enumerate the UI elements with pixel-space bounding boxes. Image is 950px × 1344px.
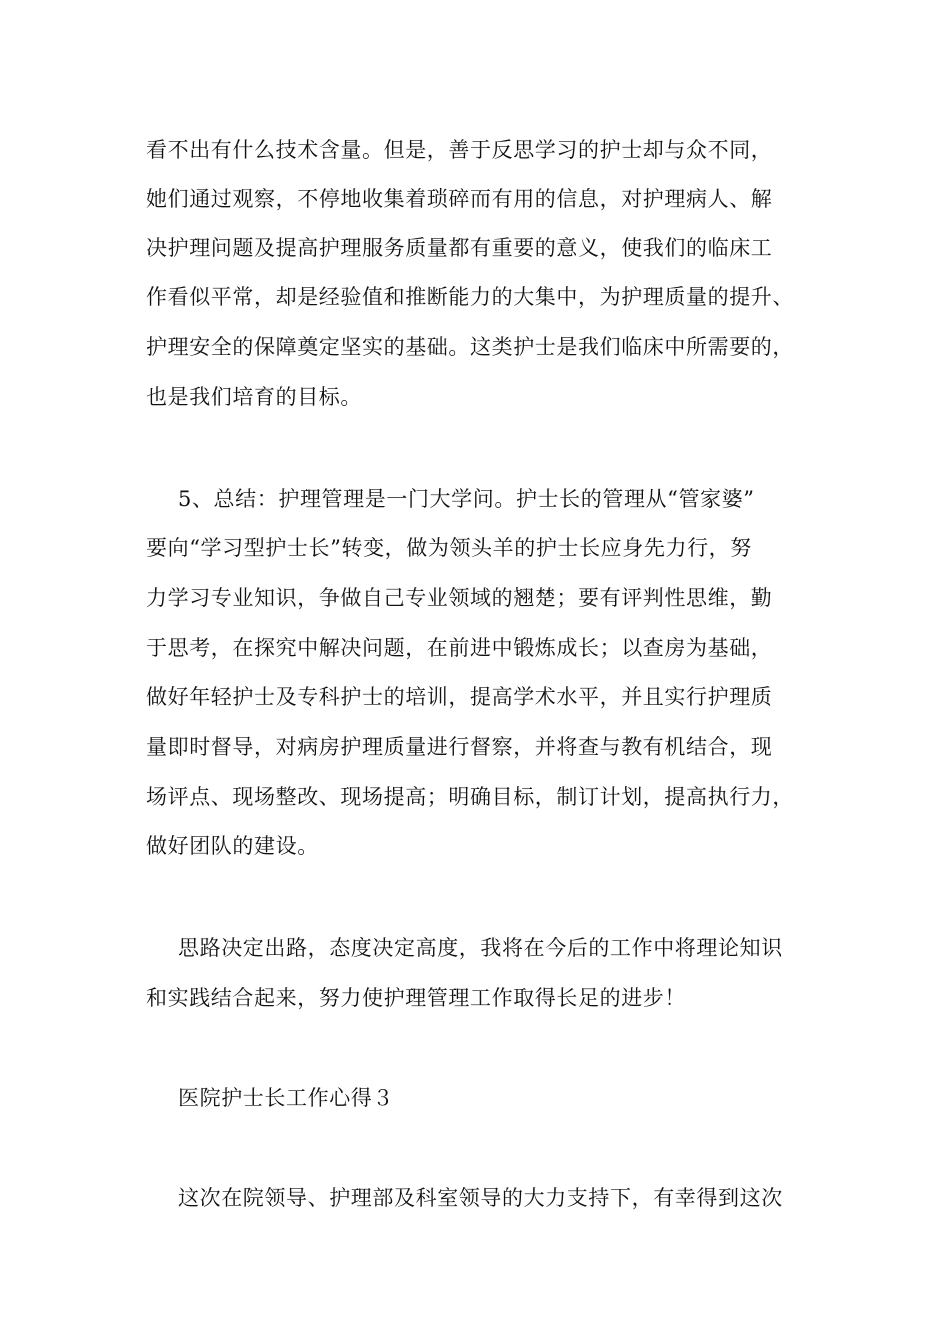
text-line: 看不出有什么技术含量。但是，善于反思学习的护士却与众不同， bbox=[146, 138, 773, 162]
text-line: 要向“学习型护士长”转变，做为领头羊的护士长应身先力行，努 bbox=[146, 536, 752, 560]
text-line: 于思考，在探究中解决问题，在前进中锻炼成长；以查房为基础， bbox=[146, 636, 773, 660]
text-line: 这次在院领导、护理部及科室领导的大力支持下，有幸得到这次 bbox=[178, 1186, 783, 1210]
text-line: 做好团队的建设。 bbox=[146, 834, 319, 858]
text-line: 也是我们培育的目标。 bbox=[146, 385, 362, 409]
text-line: 决护理问题及提高护理服务质量都有重要的意义，使我们的临床工 bbox=[146, 236, 773, 260]
section-title: 医院护士长工作心得３ bbox=[178, 1086, 394, 1110]
text-line: 和实践结合起来，努力使护理管理工作取得长足的进步！ bbox=[146, 986, 686, 1010]
text-line: 量即时督导，对病房护理质量进行督察，并将查与教有机结合，现 bbox=[146, 735, 773, 759]
text-line: 5、总结：护理管理是一门大学问。护士长的管理从“管家婆” bbox=[178, 487, 755, 511]
text-line: 做好年轻护士及专科护士的培训，提高学术水平，并且实行护理质 bbox=[146, 685, 773, 709]
text-line: 力学习专业知识，争做自己专业领域的翘楚；要有评判性思维，勤 bbox=[146, 586, 773, 610]
text-line: 护理安全的保障奠定坚实的基础。这类护士是我们临床中所需要的， bbox=[146, 335, 794, 359]
text-line: 她们通过观察，不停地收集着琐碎而有用的信息，对护理病人、解 bbox=[146, 187, 773, 211]
text-line: 场评点、现场整改、现场提高；明确目标，制订计划，提高执行力， bbox=[146, 785, 794, 809]
text-line: 作看似平常，却是经验值和推断能力的大集中，为护理质量的提升、 bbox=[146, 285, 794, 309]
text-line: 思路决定出路，态度决定高度，我将在今后的工作中将理论知识 bbox=[178, 936, 783, 960]
